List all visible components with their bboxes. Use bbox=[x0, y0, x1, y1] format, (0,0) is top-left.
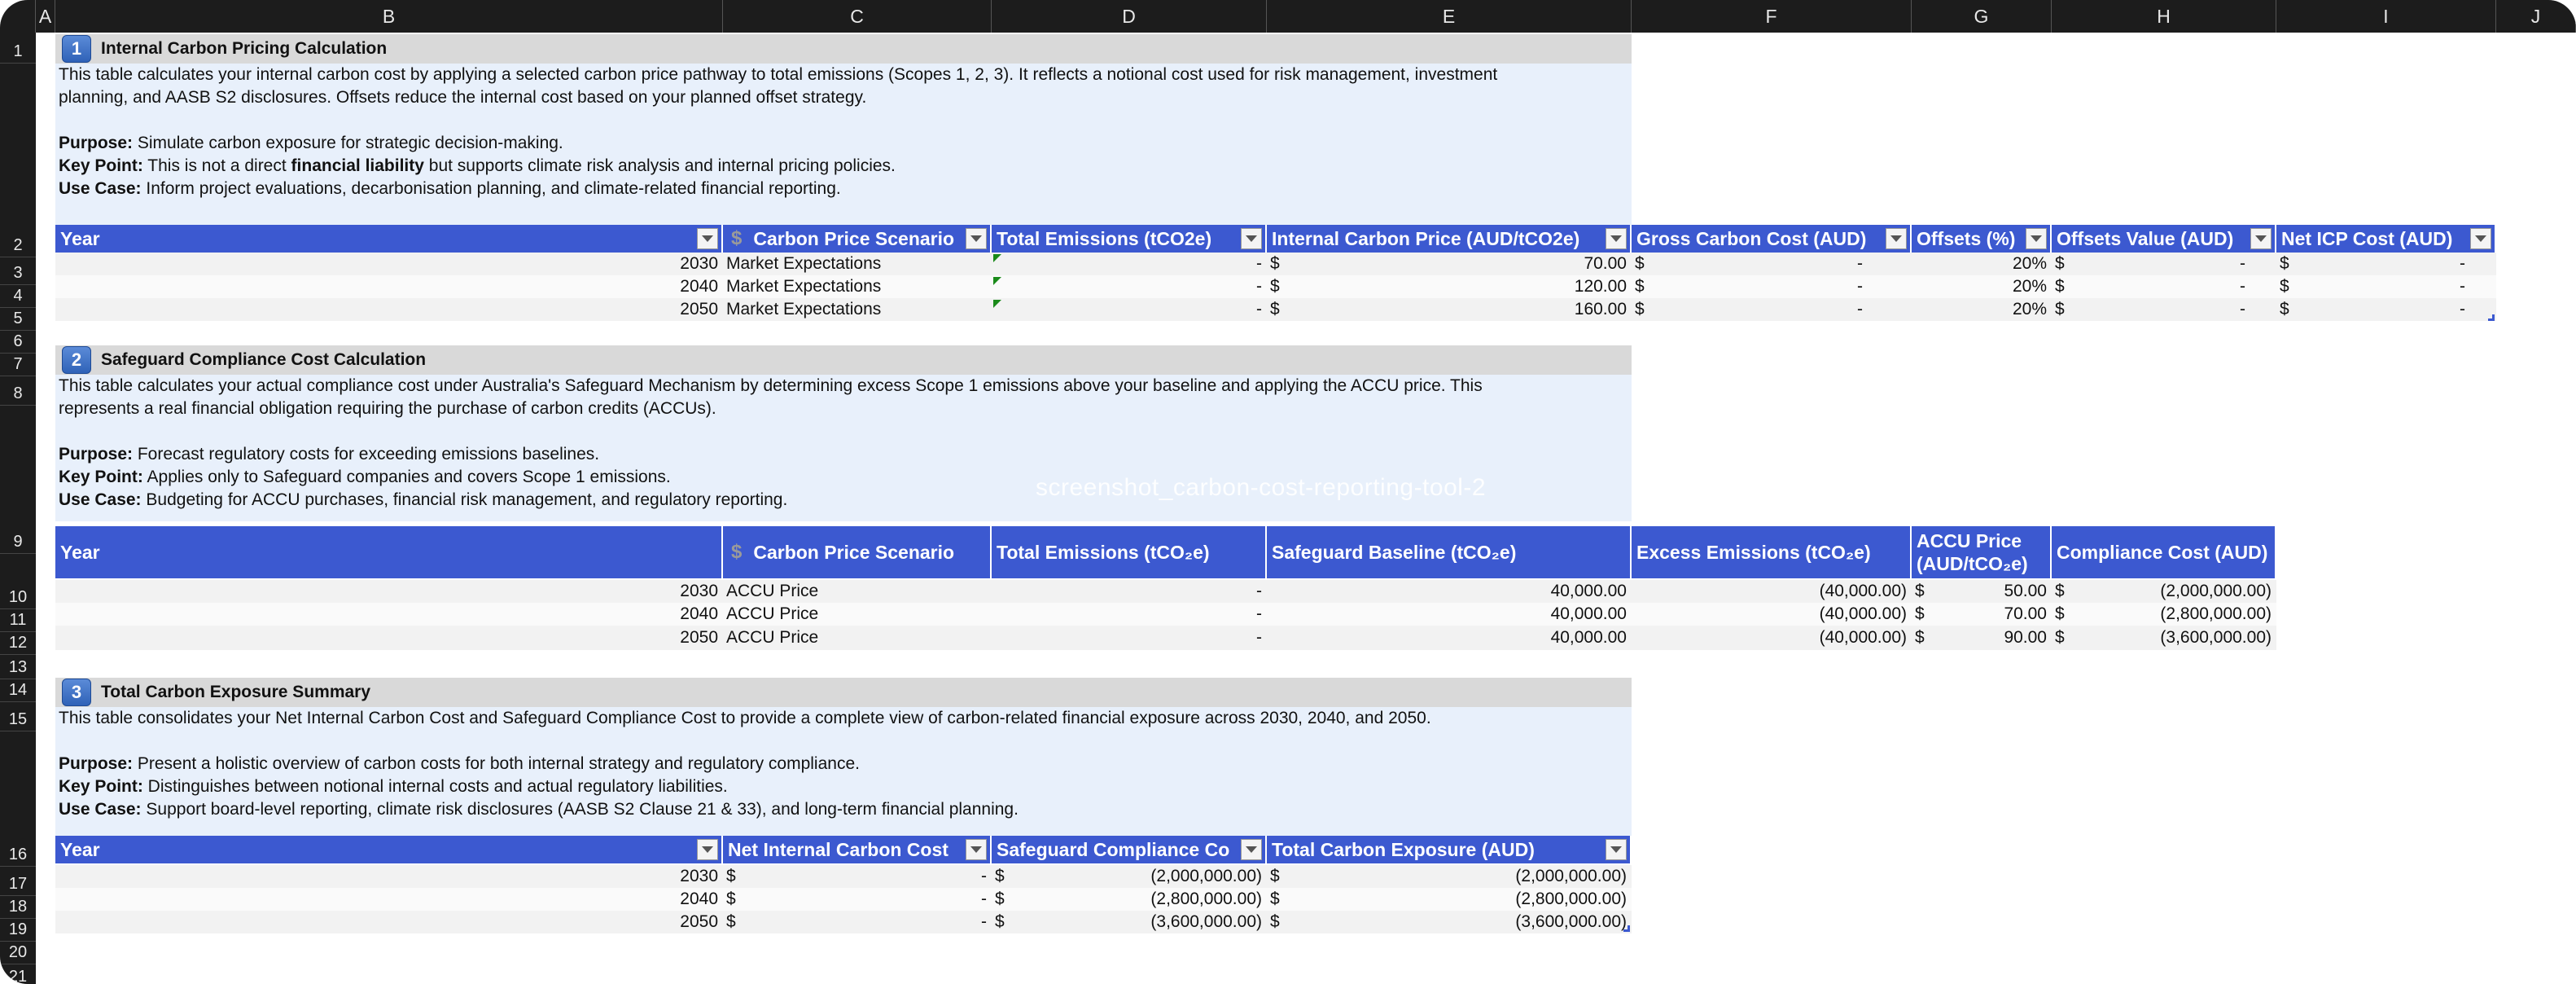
t2-excess-cell[interactable]: (40,000.00) bbox=[1819, 604, 1907, 623]
table-resize-handle[interactable] bbox=[1623, 925, 1630, 932]
t3-year-cell[interactable]: 2030 bbox=[680, 867, 718, 885]
t2-accu-price-cell[interactable]: 70.00 bbox=[2004, 604, 2047, 623]
t3-safeguard-cell[interactable]: (2,000,000.00) bbox=[1150, 867, 1262, 885]
row-header[interactable]: 20 bbox=[0, 942, 36, 964]
section1-purpose: Purpose: Simulate carbon exposure for strategic decision-making. bbox=[59, 134, 563, 152]
filter-dropdown-icon[interactable] bbox=[1606, 839, 1627, 860]
t3-net-internal-cell[interactable]: - bbox=[981, 912, 987, 931]
column-header-e[interactable]: E bbox=[1267, 0, 1632, 33]
t1-price-cell[interactable]: 70.00 bbox=[1584, 254, 1627, 273]
t1-scenario-cell[interactable]: Market Expectations bbox=[726, 254, 882, 273]
t1-header-price[interactable]: Internal Carbon Price (AUD/tCO2e) bbox=[1267, 225, 1632, 253]
section3-purpose: Purpose: Present a holistic overview of carbon costs for both internal strategy and regulatory compliance. bbox=[59, 754, 860, 773]
filter-dropdown-icon[interactable] bbox=[2026, 228, 2047, 249]
filter-dropdown-icon[interactable] bbox=[966, 228, 987, 249]
t1-offsets-cell[interactable]: 20% bbox=[2012, 300, 2047, 318]
dollar-icon: $ bbox=[731, 227, 743, 249]
t3-header-net-internal[interactable]: Net Internal Carbon Cost bbox=[723, 836, 992, 863]
t2-scenario-cell[interactable]: ACCU Price bbox=[726, 628, 819, 647]
t3-header-safeguard[interactable]: Safeguard Compliance Co bbox=[992, 836, 1267, 863]
t1-header-offsets[interactable]: Offsets (%) bbox=[1912, 225, 2052, 253]
t1-offsets-cell[interactable]: 20% bbox=[2012, 254, 2047, 273]
row-header[interactable]: 3 bbox=[0, 257, 36, 285]
row-header[interactable]: 21 bbox=[0, 964, 36, 984]
select-all-corner[interactable] bbox=[0, 0, 36, 33]
t2-baseline-cell[interactable]: 40,000.00 bbox=[1550, 628, 1627, 647]
currency-symbol: $ bbox=[2055, 628, 2065, 647]
t2-header-baseline[interactable]: Safeguard Baseline (tCO₂e) bbox=[1267, 526, 1632, 578]
row-header-bar bbox=[0, 33, 36, 984]
t1-header-emissions[interactable]: Total Emissions (tCO2e) bbox=[992, 225, 1267, 253]
row-header[interactable]: 6 bbox=[0, 331, 36, 354]
currency-symbol: $ bbox=[726, 890, 736, 908]
column-header-f[interactable]: F bbox=[1632, 0, 1912, 33]
section3-description bbox=[55, 707, 1632, 836]
t2-header-year[interactable]: Year bbox=[55, 526, 723, 578]
row-header[interactable]: 16 bbox=[0, 731, 36, 867]
row-header[interactable]: 14 bbox=[0, 679, 36, 702]
row-header[interactable]: 1 bbox=[0, 33, 36, 64]
filter-dropdown-icon[interactable] bbox=[2250, 228, 2272, 249]
currency-symbol: $ bbox=[726, 867, 736, 885]
currency-symbol: $ bbox=[995, 912, 1005, 931]
t3-total-cell[interactable]: (2,000,000.00) bbox=[1515, 867, 1627, 885]
t3-total-cell[interactable]: (2,800,000.00) bbox=[1515, 890, 1627, 908]
column-header-bar bbox=[0, 0, 2576, 33]
filter-dropdown-icon[interactable] bbox=[697, 839, 718, 860]
t3-header-total[interactable]: Total Carbon Exposure (AUD) bbox=[1267, 836, 1632, 863]
currency-symbol: $ bbox=[1915, 604, 1925, 623]
section1-usecase: Use Case: Inform project evaluations, decarbonisation planning, and climate-related financial reporting. bbox=[59, 179, 841, 198]
t1-net-icp-cell[interactable]: - bbox=[2460, 254, 2465, 273]
section2-title-bar bbox=[55, 345, 1632, 375]
t2-emissions-cell[interactable]: - bbox=[1256, 628, 1262, 647]
t2-header-scenario[interactable]: $ Carbon Price Scenario bbox=[723, 526, 992, 578]
table-resize-handle[interactable] bbox=[2488, 314, 2495, 321]
row-header[interactable]: 4 bbox=[0, 285, 36, 308]
row-header[interactable]: 8 bbox=[0, 376, 36, 406]
t2-accu-price-cell[interactable]: 90.00 bbox=[2004, 628, 2047, 647]
t1-price-cell[interactable]: 120.00 bbox=[1574, 277, 1627, 296]
t1-net-icp-cell[interactable]: - bbox=[2460, 300, 2465, 318]
section2-desc-line2: represents a real financial obligation requiring the purchase of carbon credits (ACCUs). bbox=[59, 399, 716, 418]
filter-dropdown-icon[interactable] bbox=[1241, 839, 1262, 860]
t1-gross-cell[interactable]: - bbox=[1857, 300, 1863, 318]
t3-year-cell[interactable]: 2050 bbox=[680, 912, 718, 931]
currency-symbol: $ bbox=[1270, 254, 1280, 273]
t2-excess-cell[interactable]: (40,000.00) bbox=[1819, 628, 1907, 647]
t3-header-year[interactable]: Year bbox=[55, 836, 723, 863]
filter-dropdown-icon[interactable] bbox=[1886, 228, 1907, 249]
column-header-g[interactable]: G bbox=[1912, 0, 2052, 33]
column-header-d[interactable]: D bbox=[992, 0, 1267, 33]
t2-header-compliance-cost[interactable]: Compliance Cost (AUD) bbox=[2052, 526, 2276, 578]
t1-header-year[interactable]: Year bbox=[55, 225, 723, 253]
section3-keypoint: Key Point: Distinguishes between notional internal costs and actual regulatory liabilities. bbox=[59, 777, 728, 796]
t1-offsets-value-cell[interactable]: - bbox=[2240, 277, 2245, 296]
filter-dropdown-icon[interactable] bbox=[2470, 228, 2491, 249]
t2-compliance-cost-cell[interactable]: (3,600,000.00) bbox=[2160, 628, 2272, 647]
t2-year-cell[interactable]: 2050 bbox=[680, 628, 718, 647]
t1-year-cell[interactable]: 2050 bbox=[680, 300, 718, 318]
currency-symbol: $ bbox=[2055, 300, 2065, 318]
t2-header-accu-price[interactable]: ACCU Price (AUD/tCO₂e) bbox=[1912, 526, 2052, 578]
green-comment-marker bbox=[993, 300, 1001, 308]
currency-symbol: $ bbox=[2055, 604, 2065, 623]
row-header[interactable]: 13 bbox=[0, 655, 36, 679]
section1-title: Internal Carbon Pricing Calculation bbox=[101, 39, 388, 58]
currency-symbol: $ bbox=[2055, 277, 2065, 296]
section2-title: Safeguard Compliance Cost Calculation bbox=[101, 350, 427, 369]
currency-symbol: $ bbox=[726, 912, 736, 931]
row-header[interactable]: 11 bbox=[0, 609, 36, 632]
currency-symbol: $ bbox=[1915, 628, 1925, 647]
section1-keypoint: Key Point: This is not a direct financial liability but supports climate risk analysis and internal pricing policies. bbox=[59, 156, 896, 175]
t1-offsets-value-cell[interactable]: - bbox=[2240, 300, 2245, 318]
section3-title: Total Carbon Exposure Summary bbox=[101, 683, 371, 701]
currency-symbol: $ bbox=[2280, 277, 2289, 296]
currency-symbol: $ bbox=[995, 867, 1005, 885]
t3-year-cell[interactable]: 2040 bbox=[680, 890, 718, 908]
column-header-j[interactable]: J bbox=[2496, 0, 2576, 33]
currency-symbol: $ bbox=[1270, 867, 1280, 885]
section1-title-bar bbox=[55, 34, 1632, 64]
section2-usecase: Use Case: Budgeting for ACCU purchases, financial risk management, and regulatory reporting. bbox=[59, 490, 788, 509]
row-header[interactable]: 15 bbox=[0, 702, 36, 731]
t3-safeguard-cell[interactable]: (2,800,000.00) bbox=[1150, 890, 1262, 908]
filter-dropdown-icon[interactable] bbox=[1241, 228, 1262, 249]
t1-offsets-cell[interactable]: 20% bbox=[2012, 277, 2047, 296]
t1-net-icp-cell[interactable]: - bbox=[2460, 277, 2465, 296]
t2-emissions-cell[interactable]: - bbox=[1256, 582, 1262, 600]
column-header-i[interactable]: I bbox=[2276, 0, 2496, 33]
filter-dropdown-icon[interactable] bbox=[1606, 228, 1627, 249]
t2-scenario-cell[interactable]: ACCU Price bbox=[726, 582, 819, 600]
t2-compliance-cost-cell[interactable]: (2,000,000.00) bbox=[2160, 582, 2272, 600]
currency-symbol: $ bbox=[1270, 912, 1280, 931]
column-header-c[interactable]: C bbox=[723, 0, 992, 33]
t2-header-excess[interactable]: Excess Emissions (tCO₂e) bbox=[1632, 526, 1912, 578]
currency-symbol: $ bbox=[2280, 254, 2289, 273]
t2-accu-price-cell[interactable]: 50.00 bbox=[2004, 582, 2047, 600]
section2-desc-line1: This table calculates your actual compliance cost under Australia's Safeguard Mechanism by determining excess Scope 1 emissions above your baseline and applying the ACCU price. This bbox=[59, 376, 1483, 395]
t2-header-emissions[interactable]: Total Emissions (tCO₂e) bbox=[992, 526, 1267, 578]
t1-emissions-cell[interactable]: - bbox=[1256, 254, 1262, 273]
section3-usecase: Use Case: Support board-level reporting, climate risk disclosures (AASB S2 Clause 21 & 33), and long-term financial planning. bbox=[59, 800, 1019, 819]
watermark-text: screenshot_carbon-cost-reporting-tool-2 bbox=[1036, 474, 1487, 501]
green-comment-marker bbox=[993, 277, 1001, 285]
section2-number-icon: 2 bbox=[62, 346, 91, 374]
t1-emissions-cell[interactable]: - bbox=[1256, 277, 1262, 296]
section2-purpose: Purpose: Forecast regulatory costs for exceeding emissions baselines. bbox=[59, 445, 600, 463]
section1-desc-line2: planning, and AASB S2 disclosures. Offsets reduce the internal cost based on your planned offset strategy. bbox=[59, 88, 867, 107]
section1-desc-line1: This table calculates your internal carbon cost by applying a selected carbon price pathway to total emissions (Scopes 1, 2, 3). It reflects a notional cost used for risk management, investment bbox=[59, 65, 1498, 84]
section2-keypoint: Key Point: Applies only to Safeguard companies and covers Scope 1 emissions. bbox=[59, 468, 671, 486]
currency-symbol: $ bbox=[1915, 582, 1925, 600]
t3-net-internal-cell[interactable]: - bbox=[981, 867, 987, 885]
t2-emissions-cell[interactable]: - bbox=[1256, 604, 1262, 623]
filter-dropdown-icon[interactable] bbox=[697, 228, 718, 249]
row-header[interactable]: 17 bbox=[0, 867, 36, 896]
t3-total-cell[interactable]: (3,600,000.00) bbox=[1515, 912, 1627, 931]
column-header-b[interactable]: B bbox=[55, 0, 723, 33]
t1-price-cell[interactable]: 160.00 bbox=[1574, 300, 1627, 318]
t1-header-net-icp[interactable]: Net ICP Cost (AUD) bbox=[2276, 225, 2496, 253]
currency-symbol: $ bbox=[1635, 300, 1645, 318]
t2-year-cell[interactable]: 2030 bbox=[680, 582, 718, 600]
filter-dropdown-icon[interactable] bbox=[966, 839, 987, 860]
t1-gross-cell[interactable]: - bbox=[1857, 277, 1863, 296]
currency-symbol: $ bbox=[1635, 254, 1645, 273]
row-header[interactable]: 10 bbox=[0, 554, 36, 609]
t2-excess-cell[interactable]: (40,000.00) bbox=[1819, 582, 1907, 600]
row-header[interactable]: 2 bbox=[0, 64, 36, 257]
column-header-a[interactable]: A bbox=[36, 0, 55, 33]
t1-scenario-cell[interactable]: Market Expectations bbox=[726, 300, 882, 318]
t2-baseline-cell[interactable]: 40,000.00 bbox=[1550, 582, 1627, 600]
column-header-h[interactable]: H bbox=[2052, 0, 2276, 33]
t1-header-scenario[interactable]: $ Carbon Price Scenario bbox=[723, 225, 992, 253]
currency-symbol: $ bbox=[1635, 277, 1645, 296]
t3-safeguard-cell[interactable]: (3,600,000.00) bbox=[1150, 912, 1262, 931]
row-header[interactable]: 19 bbox=[0, 919, 36, 942]
row-header[interactable]: 5 bbox=[0, 308, 36, 331]
section1-number-icon: 1 bbox=[62, 35, 91, 63]
row-header[interactable]: 18 bbox=[0, 896, 36, 919]
section3-desc-line1: This table consolidates your Net Internal Carbon Cost and Safeguard Compliance Cost to provide a complete view of carbon-related financial exposure across 2030, 2040, and 2050. bbox=[59, 709, 1431, 727]
currency-symbol: $ bbox=[995, 890, 1005, 908]
currency-symbol: $ bbox=[1270, 277, 1280, 296]
currency-symbol: $ bbox=[2055, 582, 2065, 600]
t2-year-cell[interactable]: 2040 bbox=[680, 604, 718, 623]
section3-number-icon: 3 bbox=[62, 679, 91, 706]
section3-title-bar bbox=[55, 678, 1632, 707]
t1-emissions-cell[interactable]: - bbox=[1256, 300, 1262, 318]
t1-offsets-value-cell[interactable]: - bbox=[2240, 254, 2245, 273]
t2-scenario-cell[interactable]: ACCU Price bbox=[726, 604, 819, 623]
green-comment-marker bbox=[993, 254, 1001, 262]
currency-symbol: $ bbox=[2280, 300, 2289, 318]
t1-year-cell[interactable]: 2030 bbox=[680, 254, 718, 273]
row-header[interactable]: 12 bbox=[0, 632, 36, 655]
row-header[interactable]: 7 bbox=[0, 354, 36, 376]
t2-compliance-cost-cell[interactable]: (2,800,000.00) bbox=[2160, 604, 2272, 623]
t2-baseline-cell[interactable]: 40,000.00 bbox=[1550, 604, 1627, 623]
t1-header-offsets-value[interactable]: Offsets Value (AUD) bbox=[2052, 225, 2276, 253]
row-header[interactable]: 9 bbox=[0, 406, 36, 554]
t1-scenario-cell[interactable]: Market Expectations bbox=[726, 277, 882, 296]
currency-symbol: $ bbox=[1270, 300, 1280, 318]
t1-gross-cell[interactable]: - bbox=[1857, 254, 1863, 273]
t3-net-internal-cell[interactable]: - bbox=[981, 890, 987, 908]
currency-symbol: $ bbox=[2055, 254, 2065, 273]
currency-symbol: $ bbox=[1270, 890, 1280, 908]
t1-header-gross[interactable]: Gross Carbon Cost (AUD) bbox=[1632, 225, 1912, 253]
dollar-icon: $ bbox=[731, 541, 743, 563]
t1-year-cell[interactable]: 2040 bbox=[680, 277, 718, 296]
